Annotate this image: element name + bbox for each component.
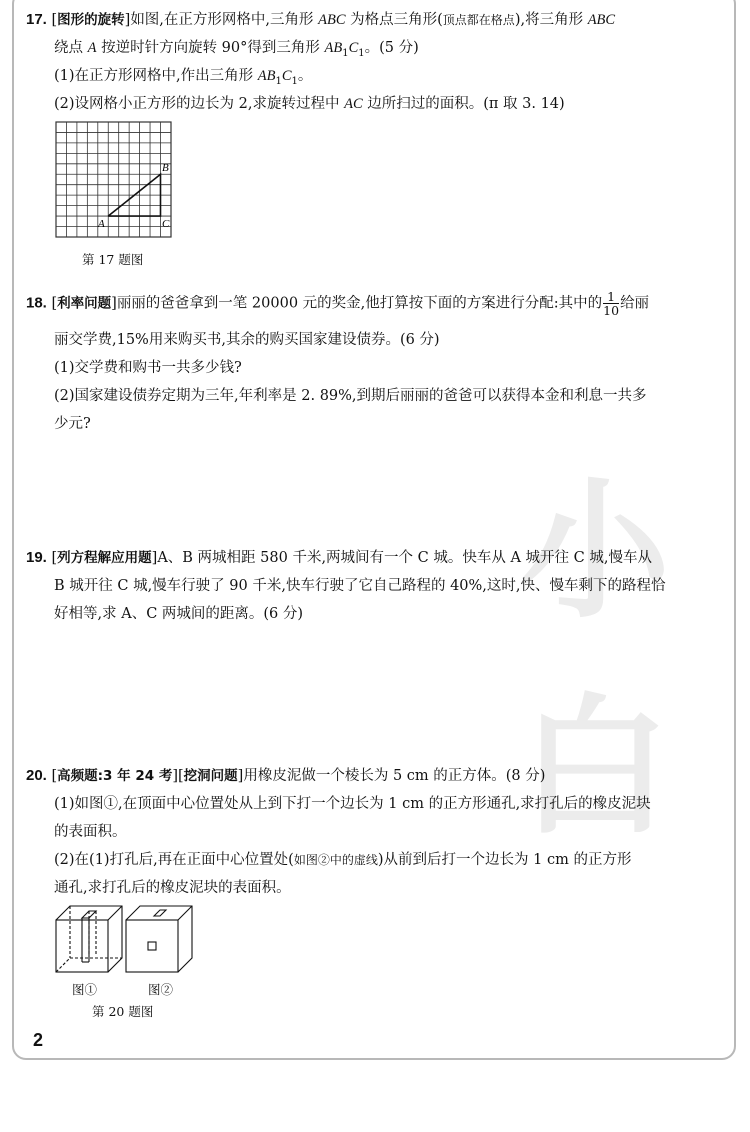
q18-part2-cont: 少元?	[54, 416, 91, 432]
q19-number: 19.	[26, 549, 47, 566]
q20-tag: [高频题:3 年 24 考]	[51, 768, 178, 784]
q18-part2: (2)国家建设债券定期为三年,年利率是 2. 89%,到期后丽丽的爸爸可以获得本金和利息一共多	[54, 388, 647, 404]
q17-caption: 第 17 题图	[82, 252, 144, 267]
q20-tag2: [挖洞问题]	[178, 768, 244, 784]
q20-part1: (1)如图①,在顶面中心位置处从上到下打一个边长为 1 cm 的正方形通孔,求打孔后的橡皮泥块	[54, 796, 651, 812]
q17-line2: 绕点 A 按逆时针方向旋转 90°得到三角形 $AB_1C_1$。(5 分)	[54, 40, 419, 59]
cube-figure-2	[124, 904, 196, 976]
q20-part2-cont: 通孔,求打孔后的橡皮泥块的表面积。	[54, 880, 291, 896]
q20-part2: (2)在(1)打孔后,再在正面中心位置处(如图②中的虚线)从前到后打一个边长为 1 cm 的正方形	[54, 852, 632, 868]
q18-number: 18.	[26, 294, 47, 312]
fig1-label: 图①	[72, 982, 98, 997]
vertex-a-label: A	[98, 218, 105, 230]
q20-part1-cont: 的表面积。	[54, 824, 127, 840]
vertex-b-label: B	[162, 162, 169, 174]
q20-line1: 20. [高频题:3 年 24 考][挖洞问题]用橡皮泥做一个棱长为 5 cm 的正方体。(8 分)	[26, 767, 546, 784]
q20-number: 20.	[26, 767, 47, 784]
vertex-c-label: C	[162, 218, 170, 230]
q18-part1: (1)交学费和购书一共多少钱?	[54, 360, 242, 376]
q18-line1: 18. [利率问题]丽丽的爸爸拿到一笔 20000 元的奖金,他打算按下面的方案进行分配:其中的 $\frac{1}{10}$ 给丽	[26, 289, 650, 318]
q17-grid-figure	[54, 120, 174, 245]
q17-line1: 17. [图形的旋转]如图,在正方形网格中,三角形 ABC 为格点三角形(顶点都在格点),将三角形 ABC	[26, 11, 616, 28]
page-number: 2	[33, 1030, 44, 1050]
q20-caption: 第 20 题图	[92, 1004, 154, 1019]
q19-line1: 19. [列方程解应用题]A、B 两城相距 580 千米,两城间有一个 C 城。快车从 A 城开往 C 城,慢车从	[26, 549, 652, 566]
q19-line2: B 城开往 C 城,慢车行驶了 90 千米,快车行驶了它自己路程的 40%,这时,快、慢车剩下的路程恰	[54, 578, 666, 594]
q18-line2: 丽交学费,15%用来购买书,其余的购买国家建设债券。(6 分)	[54, 332, 440, 348]
watermark: 小白	[520, 465, 661, 855]
q19-tag: [列方程解应用题]	[51, 550, 158, 566]
cube-figure-1	[54, 904, 126, 976]
q17-number: 17.	[26, 11, 47, 28]
q17-part1: (1)在正方形网格中,作出三角形 $AB_1C_1$。	[54, 68, 313, 87]
fraction-one-tenth: $\frac{1}{10}$	[603, 289, 620, 318]
q17-part2: (2)设网格小正方形的边长为 2,求旋转过程中 AC 边所扫过的面积。(π 取 3. 14)	[54, 96, 565, 112]
fig2-label: 图②	[148, 982, 174, 997]
q17-tag: [图形的旋转]	[51, 12, 131, 28]
q18-tag: [利率问题]	[51, 295, 117, 312]
q19-line3: 好相等,求 A、C 两城间的距离。(6 分)	[54, 606, 304, 622]
